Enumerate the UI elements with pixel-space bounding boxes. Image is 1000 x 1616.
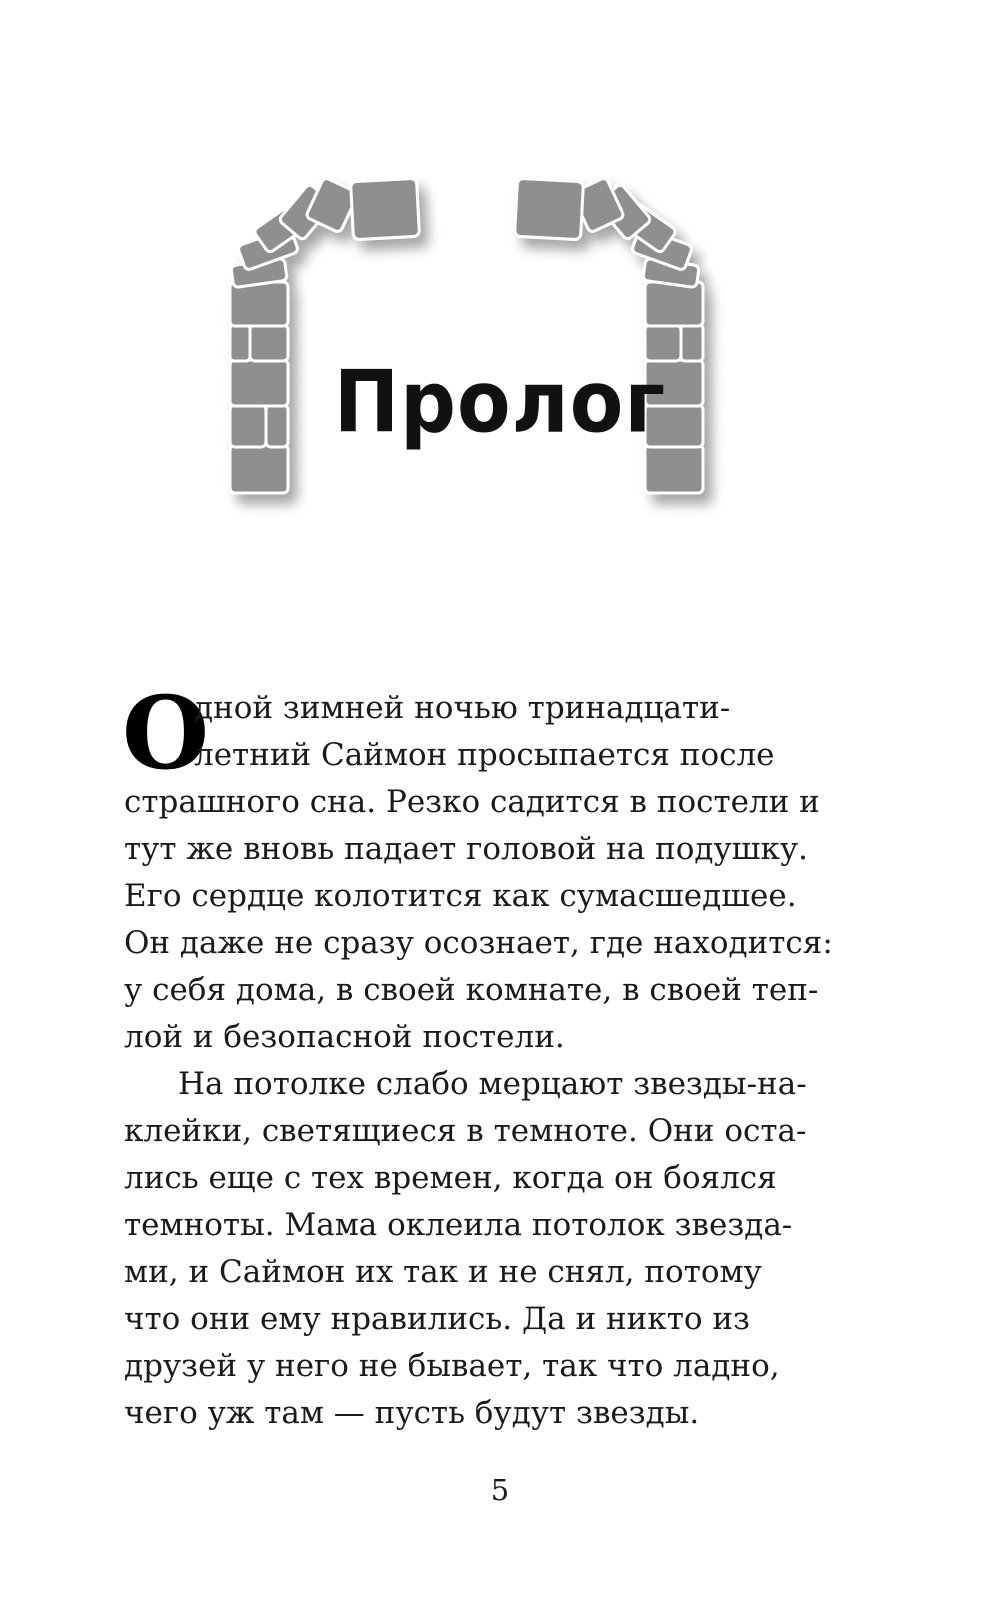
text-line: лой и безопасной постели. <box>124 1019 565 1055</box>
body-text <box>122 674 833 1437</box>
text-line: ми, и Саймон их так и не снял, потому <box>124 1254 762 1290</box>
text-line: дной зимней ночью тринадцати- <box>194 690 731 726</box>
text-line: у себя дома, в своей комнате, в своей теп- <box>124 972 819 1008</box>
page-number: 5 <box>490 1473 510 1507</box>
text-line: летний Саймон просыпается после <box>194 737 775 773</box>
text-line: что они ему нравились. Да и никто из <box>124 1301 750 1337</box>
text-line: лись еще с тех времен, когда он боялся <box>124 1160 777 1196</box>
stone-arch-illustration <box>0 0 1000 560</box>
chapter-title: Пролог <box>333 353 667 453</box>
text-line: темноты. Мама оклеила потолок звезда- <box>124 1207 793 1243</box>
text-line: страшного сна. Резко садится в постели и <box>124 784 820 820</box>
text-line: друзей у него не бывает, так что ладно, <box>124 1348 780 1384</box>
drop-cap: О <box>122 674 210 792</box>
text-line: клейки, светящиеся в темноте. Они оста- <box>124 1113 807 1149</box>
text-line: тут же вновь падает головой на подушку. <box>124 831 808 867</box>
text-line: Он даже не сразу осознает, где находится: <box>124 925 833 961</box>
text-line: Его сердце колотится как сумасшедшее. <box>124 878 797 914</box>
text-line: На потолке слабо мерцают звезды-на- <box>178 1066 807 1102</box>
text-line: чего уж там — пусть будут звезды. <box>124 1395 700 1431</box>
